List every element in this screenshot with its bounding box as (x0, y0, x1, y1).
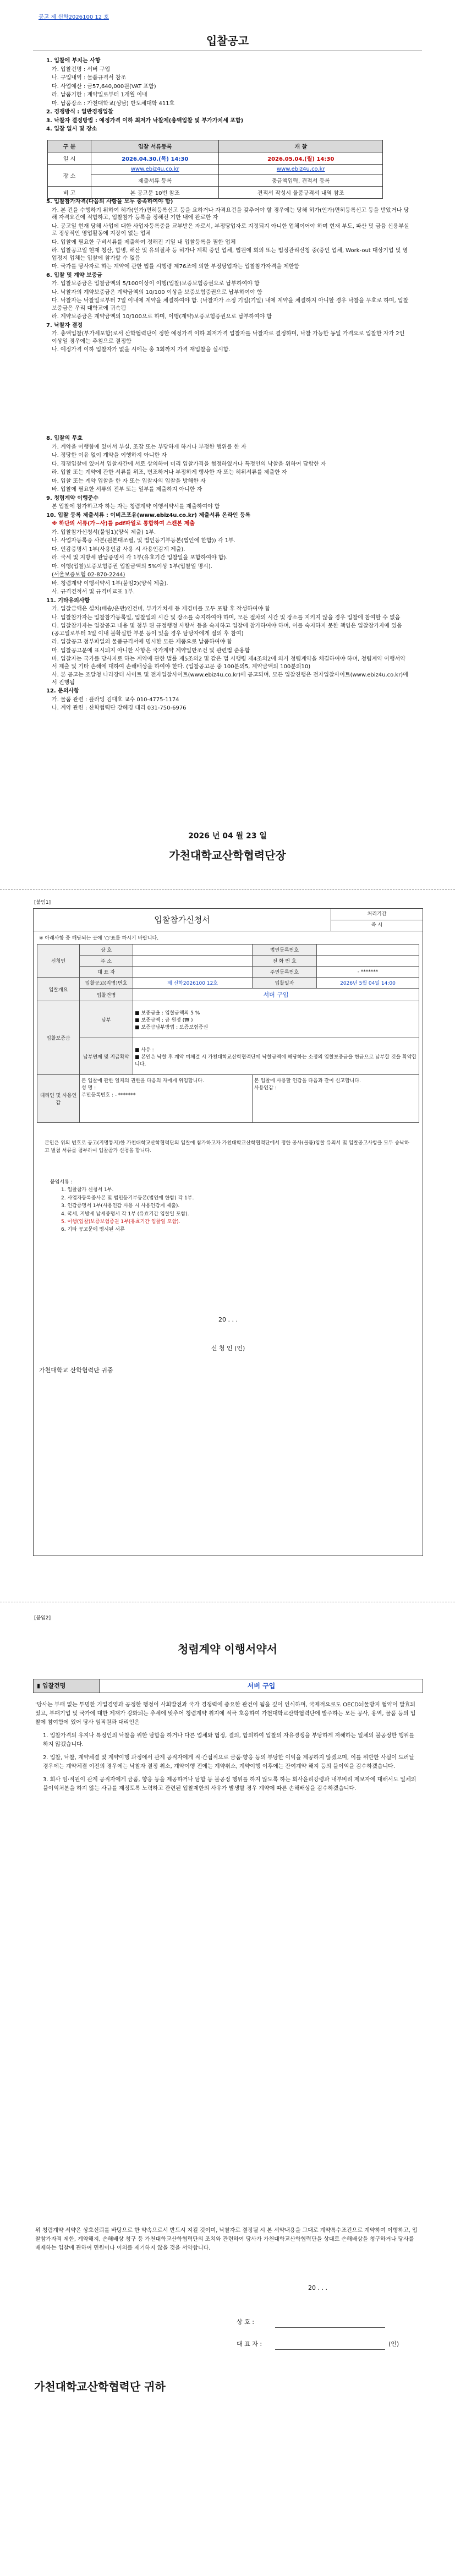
s10-item: 사. 규격견적서 및 규격비교표 1부. (52, 589, 135, 595)
attachment-item: 6. 기타 공고문에 명시된 서류 (61, 1227, 125, 1233)
field-label: 납부 (80, 1001, 133, 1038)
s5-item: 다. 입찰에 필요한 구비서류를 제출하여 정해진 기일 내 입찰등록을 필한 업체 (52, 239, 236, 245)
attachment-list (50, 1178, 402, 1234)
s1-item: 다. 사업예산 : 금57,640,000원(VAT 포함) (52, 83, 156, 90)
exemption-details: ■ 사유 : ■ 본인은 낙찰 후 계약 미체결 시 가천대학교산학협력단에 낙찰금액에 해당하는 소정의 입찰보증금을 현금으로 납부할 것을 확약합니다. (133, 1038, 419, 1075)
s10-item: 바. 청렴계약 이행서약서 1부(붙임2)(양식 제출). (52, 580, 168, 587)
field-label: 입찰건명 (80, 989, 133, 1001)
schedule-cell: 장 소 (48, 165, 91, 187)
section-7-heading: 7. 낙찰자 결정 (46, 322, 83, 329)
schedule-cell: 견적서 작성시 물품규격서 내역 참조 (219, 187, 383, 199)
pledge-item: 3. 회사 임·직원이 관계 공직자에게 금품, 향응 등을 제공하거나 담합 등 불공정 행위를 하지 않도록 하는 회사윤리강령과 내부비리 제보자에 대해서도 일체의 불이익처분을 하지 않는 사규를 제정토록 노력하고 관련된 입찰제한의 사유가 발생할 경우 계약에 따른 손해배상을 감수하겠습니다. (43, 1777, 416, 1792)
section-10-heading: 10. 입찰 등록 제출서류 : 이비즈포유(www.ebiz4u.co.kr) 제출서류 온라인 등록 (46, 512, 251, 519)
s8-item: 마. 입찰 또는 계약 입찰을 한 자 또는 입찰자의 입찰을 방해한 자 (52, 478, 206, 484)
schedule-cell: 비 고 (48, 187, 91, 199)
form-note: ※ 아래사항 중 해당되는 곳에 '○'표를 하시기 바랍니다. (39, 936, 159, 941)
section-1-heading: 1. 입찰에 부치는 사항 (46, 58, 101, 64)
application-form (33, 908, 423, 1556)
form-recipient: 가천대학교 산학협력단 귀중 (39, 1367, 113, 1374)
s8-item: 다. 경쟁입찰에 있어서 입찰자간에 서로 상의하여 미리 입찰가격을 협정하였거나 특정인의 낙찰을 위하여 담합한 자 (52, 461, 326, 467)
s8-item: 바. 입찰에 필요한 서류의 전부 또는 일부를 제출하지 아니한 자 (52, 487, 202, 493)
processing-value: 즉 시 (331, 920, 423, 931)
s5-item: 나. 공고일 현재 당해 사업에 대한 사업자등록증을 교부받은 자로서, 부정당업자로 지정되지 아니한 업체이어야 하며 현재 부도, 파산 및 금융 신용부실로 정상적인 영업활동에 지장이 없는 업체 (52, 223, 409, 237)
pledge-outro: 위 청렴계약 서약은 상호신뢰를 바탕으로 한 약속으로서 반드시 지킬 것이며, 낙찰자로 결정될 시 본 서약내용을 그대로 계약특수조건으로 계약하여 이행하고, 입찰참가자격 제한, 계약해지, 손해배상 청구 등 가천대학교산학협력단의 조치와 관련하여 당사가 가천대학교산학협력단을 상대로 손해배상을 청구하거나 당사를 배제하는 입찰에 관하여 민원이나 이의를 제기하지 않을 것을 서약합니다. (35, 2228, 418, 2251)
s1-item: 가. 입찰건명 : 서버 구입 (52, 66, 111, 73)
registration-site-link[interactable]: www.ebiz4u.co.kr (91, 165, 219, 174)
s8-item: 라. 입찰 또는 계약에 관한 서류를 위조, 변조하거나 부정하게 행사한 자 또는 허위서류를 제출한 자 (52, 470, 287, 476)
s10-item: 라. 국세 및 지방세 완납증명서 각 1부(유효기간 입찰일을 포함하여야 함). (52, 555, 228, 561)
applicant-signature: 신 청 인 (인) (211, 1345, 245, 1352)
attachment-item: 2. 사업자등록증사본 및 법인등기부등본(법인에 한함) 각 1부. (61, 1195, 194, 1201)
schedule-header: 구 분 (48, 140, 91, 152)
pledge-date: 20 . . . (308, 2284, 327, 2291)
schedule-cell: 충금액입력, 견적서 등록 (219, 174, 383, 187)
s8-item: 가. 계약을 이행함에 있어서 부실, 조잡 또는 부당하게 하거나 부정한 행위를 한 자 (52, 444, 246, 450)
agent-delegation: 본 입찰에 관한 일체의 권한을 다음의 자에게 위임합니다. 성 명 : 주민등록번호 : - ******* (80, 1075, 253, 1123)
seal-declaration: 본 입찰에 사용할 인감을 다음과 같이 신고합니다. 사용인감 : (253, 1075, 419, 1123)
s5-item: 마. 국가를 당사자로 하는 계약에 관한 법률 시행령 제76조에 의한 부정당업자는 입찰참가자격을 제한함 (52, 264, 300, 270)
s10-item: 마. 이행(입찰)보증보험증권 입찰금액의 5%이상 1부(입찰일 명시). (52, 563, 212, 570)
form-title: 입찰참가신청서 (34, 909, 331, 931)
s5-item: 라. 입찰공고일 현재 청산, 합병, 해산 및 유의절차 등 허가나 계획 중인 업체, 법원에 회의 또는 법정관리신청 중(중인 업체, Work-out 대상기업 및 영업정지 업체는 입찰에 참가할 수 없음 (52, 248, 408, 261)
bid-date-value: 2026년 5월 04일 14:00 (317, 978, 419, 989)
overview-label: 입찰개요 (37, 978, 80, 1001)
opening-datetime: 2026.05.04.(월) 14:30 (219, 152, 383, 165)
field-label: 납부면제 및 지급확약 (80, 1038, 133, 1075)
pledge-intro: '당사는 부패 없는 투명한 기업경영과 공정한 행정이 사회발전과 국가 경쟁력에 중요한 관건이 됨을 깊이 인식하며, 국제적으로도 OECD뇌물방지 협약이 발효되었고, 부패기업 및 국가에 대한 제재가 강화되는 추세에 맞추어 청렴계약 취지에 적극 호응하여 가천대학교산학협력단에 발주하는 모든 공사, 용역, 물품 등의 입찰에 참여함에 있어 당사 임직원과 대리인은 (35, 1702, 416, 1726)
applicant-label: 신청인 (37, 945, 80, 978)
s11-item: 가. 입찰금액은 설치(배송/운반)인건비, 부가가치세 등 제경비를 모두 포함 후 작성하여야 함 (52, 606, 271, 612)
section-3-heading: 3. 낙찰자 결정방법 : 예정가격 이하 최저가 낙찰제(총액입찰 및 부가가치세 포함) (46, 117, 244, 124)
attachment-2-tag: [붙임2] (34, 1616, 51, 1621)
s9-item: 본 입찰에 참가하고자 하는 자는 청렴계약 이행서약서를 제출하여야 함 (52, 504, 220, 510)
attachment-item: 5. 이행(입찰)보증보험증권 1부(유효기간 입찰일 포함). (61, 1219, 180, 1225)
field-label: 입찰공고(지명)번호 (80, 978, 133, 989)
application-table (37, 944, 419, 1123)
deposit-details: ■ 보증금율 : 입찰금액의 5 % ■ 보증금액 : 금 원정 (₩ ) ■ 보증금납부방법 : 보증보험증권 (133, 1001, 419, 1038)
agent-label: 대리인 및 사용인감 (37, 1075, 80, 1123)
section-8-to-12 (46, 435, 409, 713)
s8-item: 나. 정당한 이유 없이 계약을 이행하지 아니한 자 (52, 452, 167, 459)
s10-item: 가. 입찰참가신청서(붙임1)(양식 제출) 1부. (52, 529, 156, 536)
s6-item: 라. 계약보증금은 계약금액의 10/100으로 하며, 이행(계약)보증보험증권으로 납부하여야 함 (52, 314, 272, 320)
s6-item: 다. 낙찰자는 낙찰일로부터 7일 이내에 계약을 체결하여야 함. (낙찰자가 소정 기일(기일) 내에 계약을 체결하지 아니할 경우 낙찰을 무효로 하며, 입찰보증금은 우리 대학교에 귀속됨 (52, 298, 409, 312)
attachment-item: 4. 국세, 지방세 납세증명서 각 1부 (유효기간 입찰일 포함). (61, 1211, 189, 1217)
attachment-list-heading: 붙임서류 : (50, 1180, 73, 1185)
field-label: 주민등록번호 (253, 967, 317, 978)
pledge-item: 2. 입찰, 낙찰, 계약체결 및 계약이행 과정에서 관계 공직자에게 직·간접적으로 금품·향응 등의 부당한 이익을 제공하지 않겠으며, 이를 위반한 사실이 드러날 경우에는 계약체결 이전의 경우에는 낙찰자 결정 취소, 계약이행 전에는 계약취소, 계약이행 이후에는 잔여계약 해지 등의 불이익을 감수하겠습니다. (43, 1755, 415, 1770)
processing-label: 처리기간 (331, 909, 423, 920)
registration-datetime: 2026.04.30.(목) 14:30 (91, 152, 219, 165)
company-name-field[interactable] (133, 945, 253, 956)
s11-item: 바. 입찰자는 국가를 당사자로 하는 계약에 관한 법률 제5조의2 및 같은 법 시행령 제4조의2에 의거 청렴계약을 체결하여야 하며, 청렴계약 이행서약서 제출 및 기타 손해에 대하여 손해배상을 하여야 한다. (입찰공고문 중 100분의5, 계약금액의 100분의10) (52, 656, 405, 670)
field-label: 대 표 자 (80, 967, 133, 978)
s5-item: 가. 본 건을 수행하기 위하여 허가(인가)면허등록신고 등을 요하거나 자격요건을 갖추어야 할 경우에는 당해 허가(인가)면허등록신고 등을 받았거나 당해 자격요건에 적합하고, 입찰참가 등록을 정해진 기한 내에 완료한 자 (52, 207, 409, 221)
pledge-company: 상 호 : (237, 2318, 254, 2326)
field-label: 주 소 (80, 956, 133, 967)
s6-item: 나. 낙찰자의 계약보증금은 계약금액의 10/100 이상을 보증보험증권으로 납부하여야 함 (52, 289, 262, 296)
s10-note: ※ 하단의 서류(가~사)를 pdf파일로 통합하여 스캔본 제출 (52, 521, 195, 527)
schedule-cell: 일 시 (48, 152, 91, 165)
s10-item: (서울보증보험 02-870-2244) (52, 572, 125, 578)
bid-title-value: 서버 구입 (133, 989, 419, 1001)
attachment-item: 1. 입찰참가 신청서 1부. (61, 1187, 114, 1193)
schedule-table (47, 140, 383, 199)
section-6-heading: 6. 입찰 및 계약 보증금 (46, 272, 102, 279)
application-statement: 본인은 위의 번호로 공고(지명통지)한 가천대학교산학협력단의 입찰에 참가하고자 가천대학교산학협력단에서 정한 공사(물품)입찰 유의서 및 입찰공고사항을 모두 승낙하고 별첨 서류를 첨부하여 입찰참가 신청을 합니다. (45, 1140, 409, 1154)
pledge-representative: 대 표 자 : (237, 2340, 262, 2348)
s10-item: 다. 인감증명서 1부(사용인감 사용 시 사용인감계 제출). (52, 546, 185, 553)
schedule-header: 개 찰 (219, 140, 383, 152)
s11-item: 다. 입찰참가자는 입찰공고 내용 및 첨부 된 규정행정 사항서 등을 숙지하고 입찰에 참가하여야 하며, 이를 숙지하지 못한 책임은 입찰참가자에 있음(공고일로부터 3일 이내 불확실한 부분 등이 있을 경우 담당자에게 질의 후 참여) (52, 623, 402, 637)
schedule-header: 입찰 서류등록 (91, 140, 219, 152)
s6-item: 가. 입찰보증금은 입찰금액의 5/100이상이 이행(입찰)보증보험증권으로 납부하여야 함 (52, 281, 260, 287)
schedule-cell: 본 공고문 10번 참조 (91, 187, 219, 199)
notice-number-value: 제 신학2026100 12호 (133, 978, 253, 989)
section-5-to-7 (46, 198, 409, 355)
application-date: 20 . . . (218, 1316, 238, 1323)
pledge-bid-row (33, 1679, 423, 1693)
field-label: 상 호 (80, 945, 133, 956)
s11-item: 나. 입찰참가자는 입찰참가등록일, 입찰일의 시간 및 장소를 숙지하여야 하며, 모든 절차의 시간 및 장소를 지키지 않을 경우 입찰에 참여할 수 없음 (52, 614, 401, 621)
s1-item: 나. 구입내역 : 물품규격서 참조 (52, 75, 127, 81)
s7-item: 나. 예정가격 이하 입찰자가 없을 시에는 총 3회까지 가격 재입찰을 실시함. (52, 347, 231, 353)
s11-item: 라. 입찰공고 첨부파일의 물품규격서에 명시한 모든 제품으로 납품하여야 함 (52, 639, 233, 645)
s11-item: 사. 본 공고는 조달청 나라장터 사이트 및 전자입찰사이트(www.ebiz4u.co.kr)에 공고되며, 모든 입찰진행은 전자입찰사이트(www.ebiz4u.co.kr)에서 진행됨 (52, 672, 408, 686)
representative-field[interactable] (133, 967, 253, 978)
corp-reg-number-field[interactable] (317, 945, 419, 956)
s12-item: 나. 계약 관련 : 산학협력단 강혜경 대리 031-750-6976 (52, 705, 187, 711)
pledge-title: 청렴계약 이행서약서 (178, 1642, 277, 1656)
phone-field[interactable] (317, 956, 419, 967)
opening-site-link[interactable]: www.ebiz4u.co.kr (219, 165, 383, 174)
pledge-bid-value: 서버 구입 (247, 1682, 276, 1690)
notice-date: 2026 년 04 월 23 일 (188, 832, 267, 841)
field-label: 법인등록번호 (253, 945, 317, 956)
s12-item: 가. 물품 관련 : 플라잉 김대호 교수 010-4775-1174 (52, 696, 179, 703)
section-8-heading: 8. 입찰의 무효 (46, 435, 83, 441)
s7-item: 가. 총액입찰(부가세포함)로서 산학협력단이 정한 예정가격 이하 최저가격 업찰자를 낙찰자로 결정하며, 낙찰 가능한 동일 가격으로 입찰한 자가 2인 이상일 경우에는 추첨으로 결정함 (52, 331, 405, 345)
attachment-item: 3. 인감증명서 1부(사용인감 사용 시 사용인감계 제출). (61, 1203, 180, 1209)
schedule-cell: 제출서류 등록 (91, 174, 219, 187)
s10-item: 나. 사업자등록증 사본(원본대조필, 및 법인등기부등본(법인에 한함)) 각 1부. (52, 538, 235, 544)
deposit-label: 입찰보증금 (37, 1001, 80, 1075)
field-label: 입찰일자 (253, 978, 317, 989)
field-label: 전 화 번 호 (253, 956, 317, 967)
s1-item: 마. 납품장소 : 가천대학교(성남) 반도체대학 411호 (52, 100, 175, 107)
rep-underline (275, 2349, 385, 2350)
section-4-heading: 4. 입찰 일시 및 장소 (46, 126, 97, 132)
attachment-1-tag: [붙임1] (34, 900, 51, 905)
section-11-heading: 11. 기타유의사항 (46, 597, 90, 604)
section-12-heading: 12. 문의사항 (46, 688, 79, 694)
s11-item: 마. 입찰공고문에 표시되지 아니한 사항은 국가계약 계약일반조건 및 관련법 준용함 (52, 647, 250, 654)
issuer-name: 가천대학교산학협력단장 (169, 849, 286, 862)
pledge-recipient: 가천대학교산학협력단 귀하 (34, 2380, 166, 2393)
page-title: 입찰공고 (206, 34, 249, 47)
section-9-heading: 9. 청렴계약 이행준수 (46, 495, 98, 501)
pledge-bid-label: ▮ 입찰건명 (34, 1679, 100, 1693)
company-underline (275, 2327, 385, 2328)
address-field[interactable] (133, 956, 253, 967)
pledge-item: 1. 입찰가격의 유지나 특정인의 낙찰을 위한 담합을 하거나 다른 업체와 협정, 결의, 합의하여 입찰의 자유경쟁을 부당하게 저해하는 일체의 불공정한 행위를 하지 않겠습니다. (43, 1733, 415, 1748)
s1-item: 라. 납품기한 : 계약일로부터 1개월 이내 (52, 92, 147, 98)
resident-number-field[interactable]: - ******* (317, 967, 419, 978)
section-5-heading: 5. 입찰참가자격(다음의 사항을 모두 충족하여야 함) (46, 199, 173, 205)
section-1 (46, 57, 409, 134)
notice-number: 공고 제 신학2026100 12 호 (39, 14, 109, 20)
seal-mark: (인) (388, 2340, 399, 2348)
section-2-heading: 2. 경쟁방식 : 일반경쟁입찰 (46, 109, 113, 115)
pledge-body (35, 1701, 420, 1794)
